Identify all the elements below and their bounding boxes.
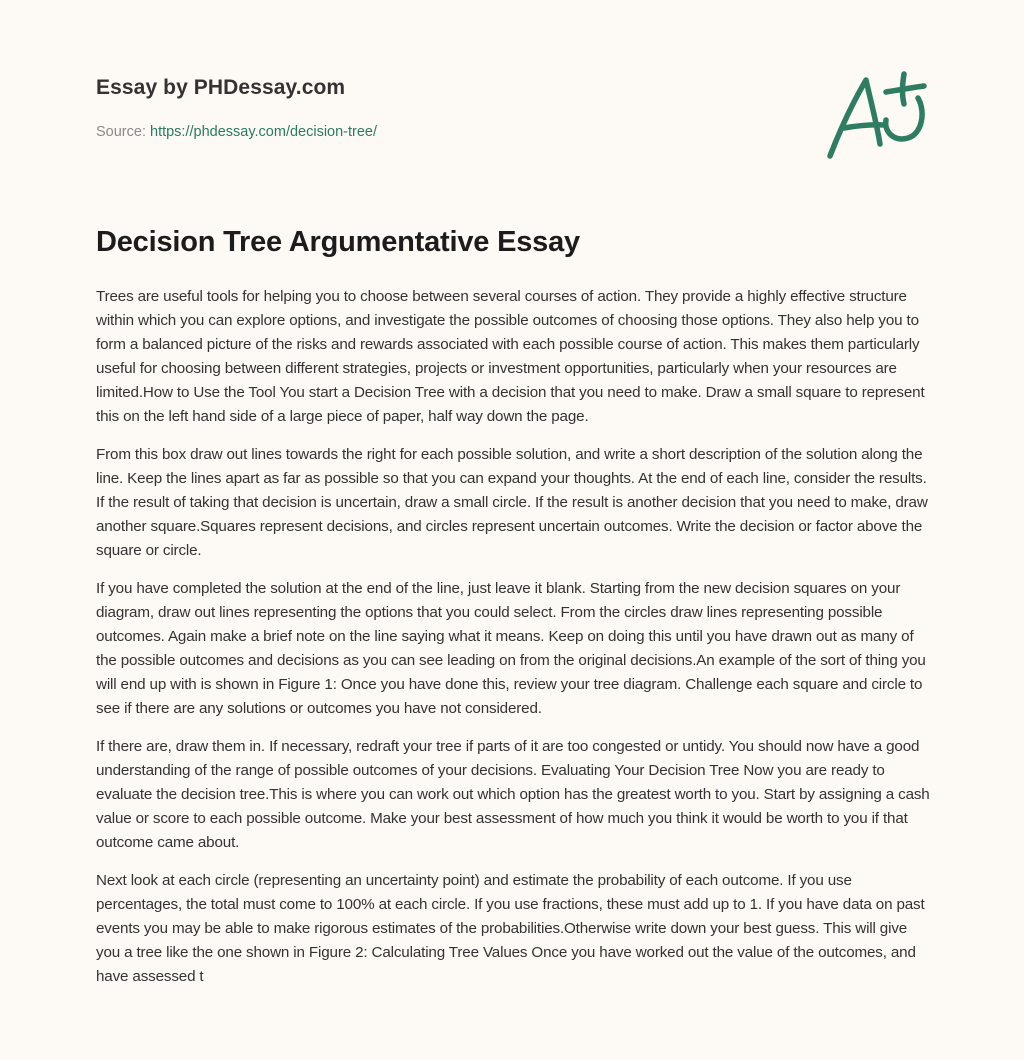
source-label: Source: [96,124,150,140]
a-plus-grade-icon [822,68,928,164]
paragraph: Trees are useful tools for helping you to choose between several courses of action. They provide a highly effective structure within which you can explore options, and investigate the possible outcomes of choosing those options. They also help you to form a balanced picture of the risks and rewards associated with each possible course of action. This makes them particularly useful for choosing between different strategies, projects or investment opportunities, particularly when your resources are limited.How to Use the Tool You start a Decision Tree with a decision that you need to make. Draw a small square to represent this on the left hand side of a large piece of paper, half way down the page. [96,288,925,425]
paragraph: If you have completed the solution at the end of the line, just leave it blank. Starting from the new decision squares on your diagram, draw out lines representing the options that you could select. From the circles draw lines representing possible outcomes. Again make a brief note on the line saying what it means. Keep on doing this until you have drawn out as many of the possible outcomes and decisions as you can see leading on from the original decisions.An example of the sort of thing you will end up with is shown in Figure 1: Once you have done this, review your tree diagram. Challenge each square and circle to see if there are any solutions or outcomes you have not considered. [96,580,926,717]
essay-body [96,285,932,1003]
essay-title: Decision Tree Argumentative Essay [96,226,580,258]
source-line [96,124,377,140]
brand-title: Essay by PHDessay.com [96,76,346,99]
page-header [96,76,936,140]
paragraph: If there are, draw them in. If necessary, redraft your tree if parts of it are too congested or untidy. You should now have a good understanding of the range of possible outcomes of your decisions. Evaluating Your Decision Tree Now you are ready to evaluate the decision tree.This is where you can work out which option has the greatest worth to you. Start by assigning a cash value or score to each possible outcome. Make your best assessment of how much you think it would be worth to you if that outcome came about. [96,738,930,851]
paragraph: Next look at each circle (representing an uncertainty point) and estimate the probability of each outcome. If you use percentages, the total must come to 100% at each circle. If you use fractions, these must add up to 1. If you have data on past events you may be able to make rigorous estimates of the probabilities.Otherwise write down your best guess. This will give you a tree like the one shown in Figure 2: Calculating Tree Values Once you have worked out the value of the outcomes, and have assessed t [96,872,925,985]
paragraph: From this box draw out lines towards the right for each possible solution, and write a short description of the solution along the line. Keep the lines apart as far as possible so that you can expand your thoughts. At the end of each line, consider the results. If the result of taking that decision is uncertain, draw a small circle. If the result is another decision that you need to make, draw another square.Squares represent decisions, and circles represent uncertain outcomes. Write the decision or factor above the square or circle. [96,446,928,559]
source-link[interactable]: https://phdessay.com/decision-tree/ [150,124,378,140]
